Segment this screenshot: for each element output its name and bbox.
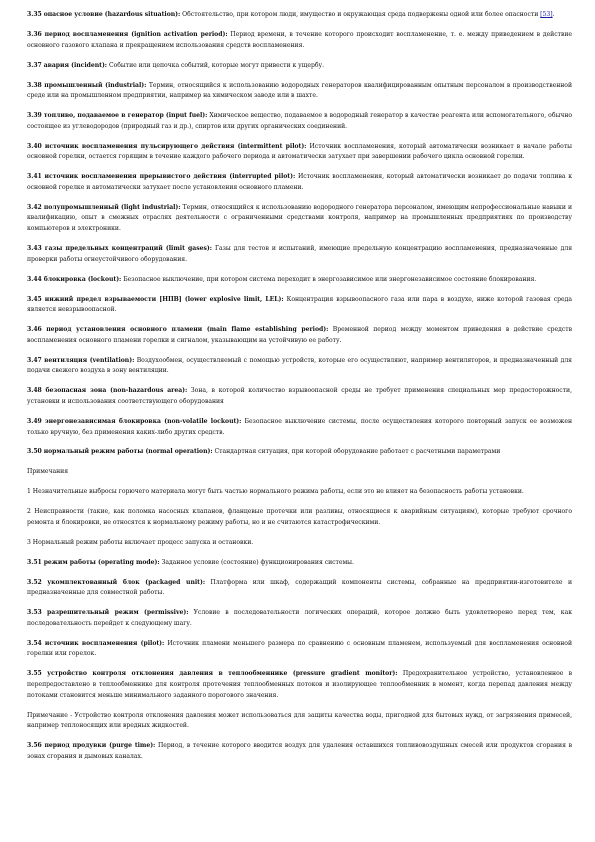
clause-3-45 [27, 295, 572, 316]
note-text: Примечание - Устройство контроля отклонения давления может использоваться для защиты качества воды, пригодной для бытовых нужд, от загрязнения примесей, например теплоносящих или вредных жидкостей. [27, 711, 572, 730]
clause-3-56 [27, 741, 572, 762]
clause-3-52 [27, 578, 572, 599]
clause-term: полупромышленный (light industrial): [43, 203, 181, 211]
clause-3-35 [27, 10, 572, 21]
clause-number: 3.52 [27, 578, 42, 586]
clause-term: вентиляция (ventilation): [44, 356, 135, 364]
clause-term: режим работы (operating mode): [43, 558, 160, 566]
clause-number: 3.44 [27, 275, 42, 283]
clause-3-46 [27, 325, 572, 346]
clause-number: 3.53 [27, 609, 42, 617]
clause-number: 3.50 [27, 448, 42, 456]
clause-term: источник воспламенения (pilot): [44, 639, 165, 647]
clause-text: Период времени, в течение которого происходит воспламенение, т. е. между приведением в действие основного газового клапана и прекращением использования средств воспламенения. [27, 30, 573, 49]
clause-term: период воспламенения (ignition activation period): [44, 30, 228, 38]
clause-number: 3.55 [27, 670, 42, 678]
clause-term: устройство контроля отклонения давления в теплообменнике (pressure gradient monitor): [47, 670, 398, 678]
note-3 [27, 538, 572, 549]
clause-number: 3.37 [27, 61, 42, 69]
clause-3-51 [27, 558, 572, 569]
clause-text: Источник воспламенения, который автоматически возникает в начале работы основной горелки, остается горящим в течение каждого рабочего периода и автоматически затухает при завершении рабочего цикла основной горелки. [27, 142, 573, 161]
clause-number: 3.49 [27, 417, 42, 425]
clause-term: нижний предел взрываемости [НПВ] (lower explosive limit, LEL): [44, 295, 284, 303]
clause-term: период установления основного пламени (main flame establishing period): [46, 326, 329, 334]
clause-3-48 [27, 386, 572, 407]
clause-number: 3.46 [27, 326, 42, 334]
clause-term: нормальный режим работы (normal operation): [43, 448, 213, 456]
clause-text: Безопасное выключение, при котором система переходит в энергозависимое или энергонезависимое состояние блокирования. [123, 275, 537, 283]
clause-term: топливо, подаваемое в генератор (input fuel): [43, 112, 208, 120]
clause-text: Источник пламени меньшего размера по сравнению с основным пламенем, используемый для воспламенения основной горелки или горелок. [27, 639, 572, 658]
clause-3-37 [27, 61, 572, 72]
clause-number: 3.40 [27, 142, 42, 150]
note-text: 2 Неисправности (такие, как поломка насосных клапанов, фланцевые протечки или разливы, относящиеся к аварийным ситуациям), которые требуют срочного ремонта и блокировки, не относятся к нормальному режиму работы, но и не считаются катастрофическими. [27, 508, 572, 526]
clause-number: 3.54 [27, 639, 42, 647]
clause-number: 3.42 [27, 203, 42, 211]
clause-term: разрешительный режим (permissive): [46, 609, 189, 617]
clause-term: газы предельных концентраций (limit gases): [44, 245, 212, 253]
clause-3-39 [27, 111, 572, 132]
clause-text: Термин, относящийся к использованию водородного генератора персоналом, имеющим непрофессиональные навыки и квалификацию, опыт в смежных отраслях деятельности с ограниченными средствами контроля, например на промышленных предприятиях по производству компьютеров и электроники. [27, 203, 573, 233]
clause-term: безопасная зона (non-hazardous area): [45, 387, 188, 395]
note-3-55 [27, 711, 572, 732]
clause-number: 3.38 [27, 81, 42, 89]
clause-3-41 [27, 172, 572, 193]
clause-3-43 [27, 244, 572, 265]
clause-3-38 [27, 81, 572, 102]
reference-link[interactable]: [53] [540, 11, 553, 18]
clause-number: 3.43 [27, 245, 42, 253]
clause-number: 3.41 [27, 173, 42, 181]
clause-number: 3.56 [27, 742, 42, 750]
note-1 [27, 487, 572, 498]
clause-text: Зона, в которой количество взрывоопасной среды не требует применения специальных мер предосторожности, установки и использования соответствующего оборудования [27, 387, 573, 405]
clause-text: Концентрация взрывоопасного газа или пара в воздухе, ниже которой газовая среда является невзрывоопасной. [27, 295, 572, 314]
clause-term: укомплектованный блок (packaged unit): [47, 578, 206, 586]
clause-3-40 [27, 142, 572, 163]
clause-number: 3.39 [27, 112, 42, 120]
clause-number: 3.48 [27, 387, 42, 395]
clause-3-47 [27, 356, 572, 377]
clause-term: источник воспламенения прерывистого действия (interrupted pilot): [44, 173, 296, 181]
clause-term: опасное условие (hazardous situation): [43, 11, 181, 18]
clause-term: блокировка (lockout): [43, 275, 122, 283]
clause-3-36 [27, 30, 572, 51]
clause-number: 3.45 [27, 295, 42, 303]
clause-number: 3.51 [27, 558, 42, 566]
clause-3-42 [27, 203, 572, 235]
clause-text: Период, в течение которого вводится воздух для удаления оставшихся топливовоздушных смесей или продуктов сгорания в зонах сгорания и дымовых каналах. [27, 742, 573, 760]
clause-3-54 [27, 639, 572, 660]
notes-heading [27, 467, 572, 478]
clause-text: Воздухообмен, осуществляемый с помощью устройств, которые его осуществляют, например вентиляторов, и предназначенный для подачи свежего воздуха в зону вентиляции. [27, 356, 573, 375]
clause-text: Условие в последовательности логических операций, которое должно быть удовлетворено перед тем, как последовательность перейдет к следующему шагу. [27, 609, 572, 627]
clause-text: Источник воспламенения, который автоматически возникает до подачи топлива к основной горелке и автоматически затухает после установления основного пламени. [27, 173, 573, 191]
clause-tail: . [552, 11, 555, 18]
clause-3-53 [27, 608, 572, 629]
notes-heading-text: Примечания [27, 468, 69, 476]
clause-text: Заданное условие (состояние) функционирования системы. [161, 558, 354, 566]
clause-text: Стандартная ситуация, при которой оборудование работает с расчетными параметрами [214, 448, 501, 456]
clause-number: 3.36 [27, 30, 42, 38]
clause-term: источник воспламенения пульсирующего действия (intermittent pilot): [44, 142, 307, 150]
clause-number: 3.47 [27, 356, 42, 364]
clause-number: 3.35 [27, 11, 42, 18]
clause-text: Термин, относящийся к использованию водородных генераторов квалифицированным опытным персоналом в производственной среде или на промышленном предприятии, например на химическом заводе или в шахте. [27, 81, 573, 100]
clause-text: Газы для тестов и испытаний, имеющие предельную концентрацию воспламенения, предназначенные для проверки работы огнеустойчивого оборудования. [27, 245, 573, 263]
clause-term: промышленный (industrial): [44, 81, 147, 89]
clause-term: период продувки (purge time): [44, 742, 156, 750]
clause-3-55 [27, 669, 572, 701]
clause-text: Временной период между моментом приведения в действие средств воспламенения основного пламени горелки и сигналом, указывающим на устойчивую ее работу. [27, 326, 573, 344]
clause-term: энергонезависимая блокировка (non-volatile lockout): [44, 417, 242, 425]
clause-text: Платформа или шкаф, содержащий компоненты системы, собранные на предприятии-изготовителе и предназначенные для совместной работы. [27, 578, 572, 597]
clause-text: Химическое вещество, подаваемое в водородный генератор в качестве реагента или вспомогательного, обычно состоящее из углеводородов (природный газ и др.), спиртов или других органических соединений. [27, 112, 573, 130]
document-page [27, 10, 572, 772]
clause-text: Безопасное выключение системы, после осуществления которого повторный запуск ее возможен только вручную, без применения каких-либо других средств. [27, 417, 572, 436]
clause-term: авария (incident): [43, 61, 108, 69]
note-text: 3 Нормальный режим работы включает процесс запуска и остановки. [27, 538, 254, 546]
clause-text: Событие или цепочка событий, которые могут привести к ущербу. [108, 61, 324, 69]
clause-text: Предохранительное устройство, установленное в перепредоставлено в теплообменнике для контроля протечения теплообменных потоков и изолирующее теплообменник в момент, когда перепад давления между потоками становится меньше минимального заданного порогового значения. [27, 670, 573, 699]
clause-3-44 [27, 275, 572, 286]
note-2 [27, 507, 572, 528]
clause-3-49 [27, 417, 572, 438]
note-text: 1 Незначительные выбросы горючего материала могут быть частью нормального режима работы, если это не влияет на безопасность работы установки. [27, 488, 524, 496]
clause-text: Обстоятельство, при котором люди, имущество и окружающая среда подвержены одной или более опасности [182, 11, 539, 18]
clause-3-50 [27, 447, 572, 458]
